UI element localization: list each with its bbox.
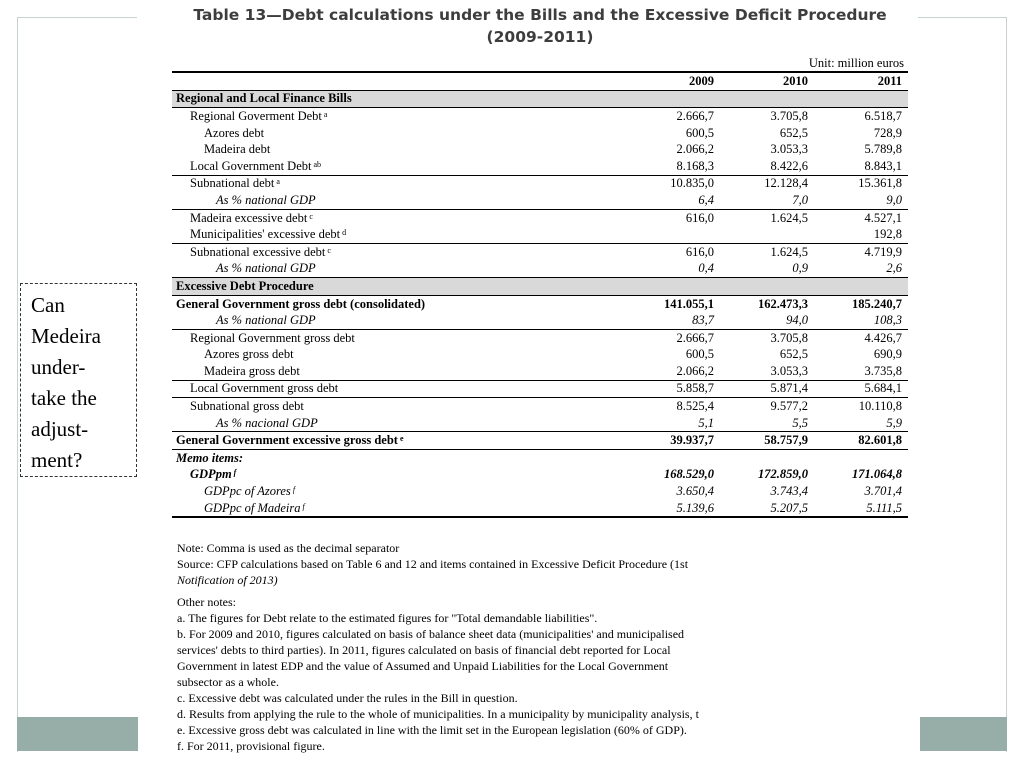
footer-band-left bbox=[17, 717, 138, 751]
table-row: General Government excessive gross debt $^e$ 39.937,7 58.757,9 82.601,8 bbox=[172, 432, 908, 450]
callout-line: take the bbox=[31, 386, 97, 410]
note-line: c. Excessive debt was calculated under the rules in the Bill in question. bbox=[177, 691, 518, 705]
callout-line: Medeira bbox=[31, 324, 101, 348]
table-row: As % nacional GDP 5,1 5,5 5,9 bbox=[216, 415, 902, 430]
callout-line: ment? bbox=[31, 448, 83, 472]
title-line-2: (2009-2011) bbox=[486, 28, 594, 46]
col-2010: 2010 bbox=[720, 72, 814, 90]
table-row: General Government gross debt (consolidated) 141.055,1 162.473,3 185.240,7 bbox=[176, 296, 902, 311]
table-row: Azores debt 600,5 652,5 728,9 bbox=[204, 125, 902, 140]
note-line: subsector as a whole. bbox=[177, 675, 279, 689]
note-line: a. The figures for Debt relate to the estimated figures for "Total demandable liabilities". bbox=[177, 611, 598, 625]
frame-right-line bbox=[1006, 17, 1007, 752]
frame-left-line bbox=[17, 17, 18, 752]
col-2011: 2011 bbox=[814, 72, 908, 90]
col-2009: 2009 bbox=[626, 72, 720, 90]
table-title bbox=[140, 4, 940, 48]
note-line: e. Excessive gross debt was calculated in line with the limit set in the European legislation (60% of GDP). bbox=[177, 723, 687, 737]
table-row: As % national GDP 0,4 0,9 2,6 bbox=[216, 261, 902, 276]
table-row: Madeira gross debt 2.066,2 3.053,3 3.735,8 bbox=[204, 363, 902, 378]
callout-line: under- bbox=[31, 355, 86, 379]
table-row: Azores gross debt 600,5 652,5 690,9 bbox=[204, 347, 902, 362]
note-line: services' debts to third parties). In 2011, figures calculated on basis of financial debt reported for Local bbox=[177, 643, 671, 657]
table-row: Regional Goverment Debt $^a$ 2.666,7 3.705,8 6.518,7 bbox=[190, 108, 902, 123]
frame-top-left-line bbox=[17, 17, 137, 18]
table-row: GDPpm $^f$ 168.529,0 172.859,0 171.064,8 bbox=[190, 467, 902, 482]
note-line: Other notes: bbox=[177, 595, 236, 609]
note-line: d. Results from applying the rule to the whole of municipalities. In a municipality by municipality analysis, t bbox=[177, 707, 699, 721]
note-line: b. For 2009 and 2010, figures calculated on basis of balance sheet data (municipalities' and municipalised bbox=[177, 627, 685, 641]
table-row: Local Government gross debt 5.858,7 5.871,4 5.684,1 bbox=[172, 380, 908, 398]
table-row: Regional Government gross debt 2.666,7 3.705,8 4.426,7 bbox=[172, 329, 908, 346]
callout-line: adjust- bbox=[31, 417, 89, 441]
note-line: Notification of 2013) bbox=[177, 573, 278, 587]
unit-label: Unit: million euros bbox=[808, 56, 904, 70]
table-row: Madeira debt 2.066,2 3.053,3 5.789,8 bbox=[204, 142, 902, 157]
section-excessive-debt: Excessive Debt Procedure bbox=[172, 278, 908, 296]
note-line: Note: Comma is used as the decimal separator bbox=[177, 541, 400, 555]
callout-box bbox=[20, 283, 137, 477]
table-row: Subnational debt $^a$ 10.835,0 12.128,4 15.361,8 bbox=[172, 175, 908, 192]
table-row: As % national GDP 6,4 7,0 9,0 bbox=[216, 192, 902, 207]
footer-band-right bbox=[920, 717, 1007, 751]
table-row: Municipalities' excessive debt $^d$ 192,8 bbox=[190, 227, 902, 242]
note-line: Source: CFP calculations based on Table 6 and 12 and items contained in Excessive Deficit Procedure (1st bbox=[177, 557, 689, 571]
memo-header-row: Memo items: bbox=[172, 450, 908, 467]
note-line: f. For 2011, provisional figure. bbox=[177, 739, 325, 753]
table-row: Subnational excessive debt $^c$ 616,0 1.624,5 4.719,9 bbox=[172, 243, 908, 260]
table-row: Subnational gross debt 8.525,4 9.577,2 10.110,8 bbox=[172, 398, 908, 415]
title-line-1: Table 13—Debt calculations under the Bills and the Excessive Deficit Procedure bbox=[193, 6, 887, 24]
table-row: Madeira excessive debt $^c$ 616,0 1.624,5 4.527,1 bbox=[172, 209, 908, 226]
table-header-row bbox=[172, 72, 908, 90]
table-row: GDPpc of Azores $^f$ 3.650,4 3.743,4 3.701,4 bbox=[204, 484, 902, 499]
notes-section bbox=[177, 540, 917, 754]
note-line: Government in latest EDP and the value of Assumed and Unpaid Liabilities for the Local Government bbox=[177, 659, 669, 673]
callout-line: Can bbox=[31, 293, 65, 317]
table-row: As % national GDP 83,7 94,0 108,3 bbox=[216, 313, 902, 328]
debt-table bbox=[172, 71, 908, 518]
section-regional-local: Regional and Local Finance Bills bbox=[172, 90, 908, 108]
table-row: Local Government Debt $^{ab}$ 8.168,3 8.422,6 8.843,1 bbox=[190, 158, 902, 173]
table-row: GDPpc of Madeira $^f$ 5.139,6 5.207,5 5.111,5 bbox=[172, 500, 908, 518]
